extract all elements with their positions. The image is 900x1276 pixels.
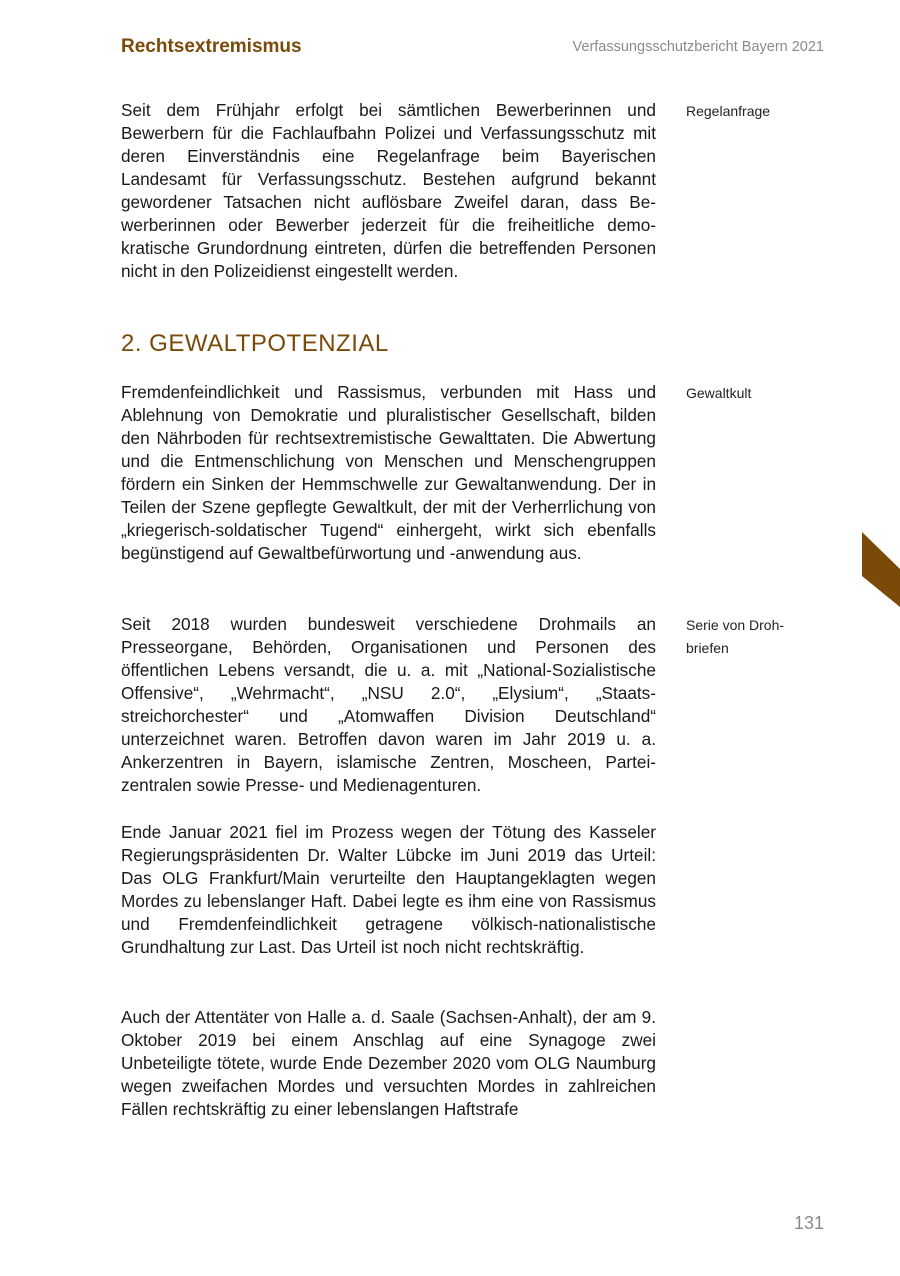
section-heading: 2. GEWALTPOTENZIAL <box>121 330 389 357</box>
paragraph-text: Auch der Attentäter von Halle a. d. Saale (Sachsen-Anhalt), der am 9. Oktober 2019 bei einem Anschlag auf eine Synagoge zwei Unbeteiligte tötete, wurde Ende Dezember 2020 vom OLG Naumburg wegen zweifachen Mordes und versuchten Mordes in zahlreichen Fällen rechtskräftig zu einer lebenslangen Haftstrafe <box>121 1007 656 1119</box>
paragraph-luebcke <box>121 821 656 959</box>
margin-note-gewaltkult: Gewaltkult <box>686 385 752 401</box>
paragraph-text: Seit 2018 wurden bundesweit verschiedene Drohmails an Presseorgane, Behörden, Organisationen und Personen des öffentlichen Lebens versandt, die u. a. mit „National-Sozialistische Offensive“, „Wehrmacht“, „NSU 2.0“, „Elysium“, „Staatsstreichorchester“ und „Atomwaffen Division Deutschland“ unterzeichnet waren. Betroffen davon waren im Jahr 2019 u. a. Ankerzentren in Bayern, islamische Zentren, Moscheen, Parteizentralen sowie Presse- und Medienagenturen. <box>121 614 656 795</box>
chapter-tab-shape <box>862 532 900 607</box>
paragraph-gewaltkult <box>121 381 656 565</box>
running-header-section-title: Rechtsextremismus <box>121 36 302 57</box>
paragraph-text: Seit dem Frühjahr erfolgt bei sämtlichen Bewerberinnen und Bewerbern für die Fachlaufbahn Polizei und Verfassungsschutz mit deren Einverständnis eine Regelanfrage beim Bayerischen Landesamt für Verfassungsschutz. Bestehen aufgrund bekannt gewordener Tatsachen nicht auflösbare Zweifel daran, dass Bewerberinnen oder Bewerber jederzeit für die freiheitliche demokratische Grundordnung eintreten, dürfen die betreffenden Personen nicht in den Polizeidienst eingestellt werden. <box>121 100 656 281</box>
running-header-report-title: Verfassungsschutzbericht Bayern 2021 <box>572 39 824 55</box>
paragraph-halle <box>121 1006 656 1121</box>
margin-note-drohbriefe: Serie von Droh- briefen <box>686 617 785 656</box>
paragraph-text: Ende Januar 2021 fiel im Prozess wegen der Tötung des Kasseler Regierungspräsidenten Dr. Walter Lübcke im Juni 2019 das Urteil: Das OLG Frankfurt/Main verurteilte den Hauptangeklagten wegen Mordes zu lebenslanger Haft. Dabei legte es ihm eine von Rassismus und Fremdenfeindlichkeit getragene völkisch-nationalistische Grundhaltung zur Last. Das Urteil ist noch nicht rechtskräftig. <box>121 822 656 957</box>
paragraph-regelanfrage <box>121 99 656 283</box>
margin-note-regelanfrage: Regelanfrage <box>686 103 771 119</box>
page-number: 131 <box>793 1213 824 1233</box>
chapter-tab-marker <box>862 532 900 607</box>
paragraph-drohbriefe <box>121 613 656 797</box>
paragraph-text: Fremdenfeindlichkeit und Rassismus, verbunden mit Hass und Ablehnung von Demokratie und pluralistischer Gesellschaft, bilden den Nährboden für rechtsextremistische Gewalttaten. Die Abwertung und die Entmenschlichung von Menschen und Menschengruppen fördern ein Sinken der Hemmschwelle zur Gewaltanwendung. Der in Teilen der Szene gepflegte Gewaltkult, der mit der Verherrlichung von „kriegerisch-soldatischer Tugend“ einhergeht, wirkt sich ebenfalls begünstigend auf Gewaltbefürwortung und -anwendung aus. <box>121 382 656 563</box>
